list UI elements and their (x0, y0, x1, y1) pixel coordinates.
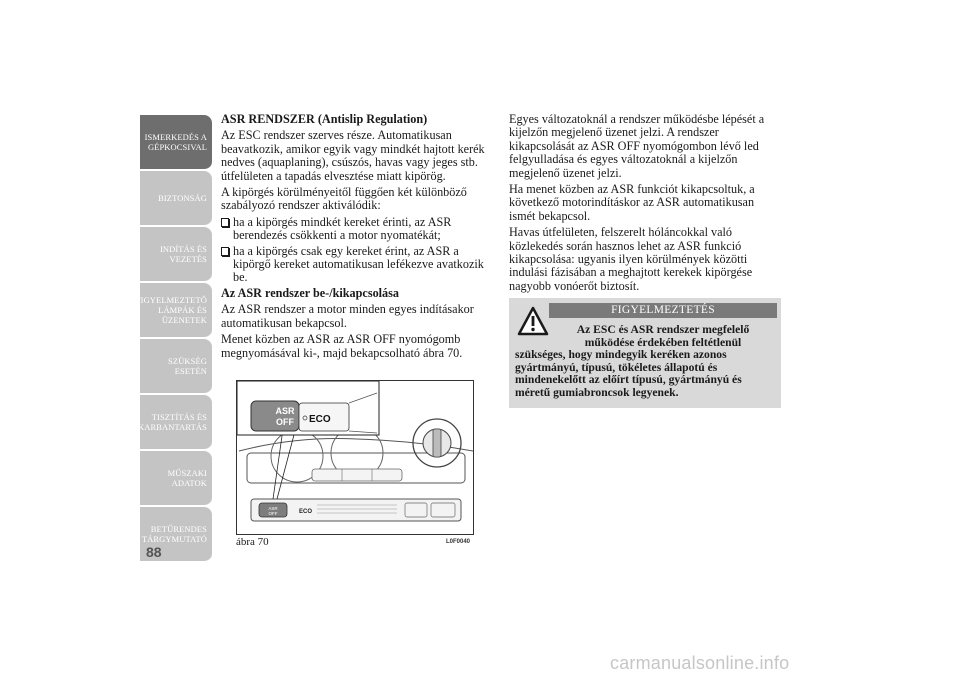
small-off-label: OFF (268, 511, 278, 516)
small-asr-label: ASR (268, 506, 278, 511)
list-item (221, 216, 493, 243)
paragraph: Az ASR rendszer a motor minden egyes indításakor automatikusan bekapcsol. (221, 302, 474, 330)
tab-biztonsag[interactable]: BIZTONSÁG (140, 171, 212, 226)
dashboard-illustration (237, 381, 474, 535)
paragraph: Menet közben az ASR az ASR OFF nyomógomb megnyomásával ki-, majd bekapcsolható ábra 70. (221, 332, 463, 360)
right-column (509, 113, 781, 296)
tab-inditas[interactable]: INDÍTÁS ÉS VEZETÉS (140, 227, 212, 282)
list-item-text: ha a kipörgés mindkét kereket érinti, az ASR berendezés csökkenti a motor nyomatékát; (233, 214, 452, 243)
small-eco-label: ECO (299, 509, 313, 515)
paragraph: Egyes változatoknál a rendszer működésbe lépését a kijelzőn megjelenő üzenet jelzi. A rendszer kikapcsolását az ASR OFF nyomógombon lévő led felgyulladása és egyes változatoknál a kijelzőn megjelenő üzenet jelzi. (509, 112, 765, 180)
warning-box (509, 298, 781, 408)
tab-ismerkedes[interactable]: ISMERKEDÉS A GÉPKOCSIVAL (140, 115, 212, 170)
section-heading: ASR RENDSZER (Antislip Regulation) (221, 112, 428, 126)
warning-text (509, 324, 781, 400)
tab-targymutato[interactable]: BETŰRENDES TÁRGYMUTATÓ (140, 507, 212, 562)
list-item (221, 245, 493, 285)
zoom-eco-label: ECO (309, 414, 331, 425)
paragraph: Az ESC rendszer szerves része. Automatikusan beavatkozik, amikor egyik vagy mindkét hajtott kerék nedves (aquaplaning), csúszós, havas vagy jeges stb. útfelületen a tapadás elvesztése miatt kipörög. (221, 128, 485, 183)
warning-title: FIGYELMEZTETÉS (549, 303, 777, 318)
figure-caption: ábra 70 (236, 536, 269, 548)
zoom-asr-label: ASR (275, 406, 295, 416)
page-number: 88 (146, 544, 162, 560)
figure-asr-button (236, 380, 474, 535)
left-column (221, 113, 493, 363)
list-item-text: ha a kipörgés csak egy kereket érint, az ASR a kipörgő kereket automatikusan lefékezve avatkozik be. (233, 243, 484, 285)
paragraph: A kipörgés körülményeitől függően két különböző szabályozó rendszer aktiválódik: (221, 185, 467, 213)
tab-figyelmezteto[interactable]: FIGYELMEZTETŐ LÁMPÁK ÉS ÜZENETEK (140, 283, 212, 338)
tab-muszaki[interactable]: MŰSZAKI ADATOK (140, 451, 212, 506)
subsection-heading: Az ASR rendszer be-/kikapcsolása (221, 285, 399, 300)
watermark[interactable]: carmanualsonline.info (610, 653, 790, 673)
paragraph: Ha menet közben az ASR funkciót kikapcsoltuk, a következő motorindításkor az ASR automatikusan ismét bekapcsol. (509, 182, 755, 223)
checkbox-bullet-icon (221, 218, 229, 227)
zoom-off-label: OFF (276, 417, 294, 427)
paragraph: Havas útfelületen, felszerelt hóláncokkal való közlekedés során hasznos lehet az ASR funkció kikapcsolása: ugyanis ilyen körülmények közötti indulási fázisában a meghajtott kerekek kipörgése nagyobb vonóerőt biztosít. (509, 225, 753, 293)
tab-tisztitas[interactable]: TISZTÍTÁS ÉS KARBANTARTÁS (140, 395, 212, 450)
warning-lead: Az ESC és ASR rendszer megfelelő működése érdekében feltétlenül (576, 323, 750, 349)
figure-code: L0F0040 (446, 539, 471, 545)
warning-body: szükséges, hogy mindegyik keréken azonos gyártmányú, típusú, tökéletes állapotú és mindenekelőtt az előírt típusú, gyártmányú és méretű gumiabroncsok legyenek. (515, 348, 742, 399)
checkbox-bullet-icon (221, 247, 229, 256)
tab-szukseg[interactable]: SZÜKSÉG ESETÉN (140, 339, 212, 394)
